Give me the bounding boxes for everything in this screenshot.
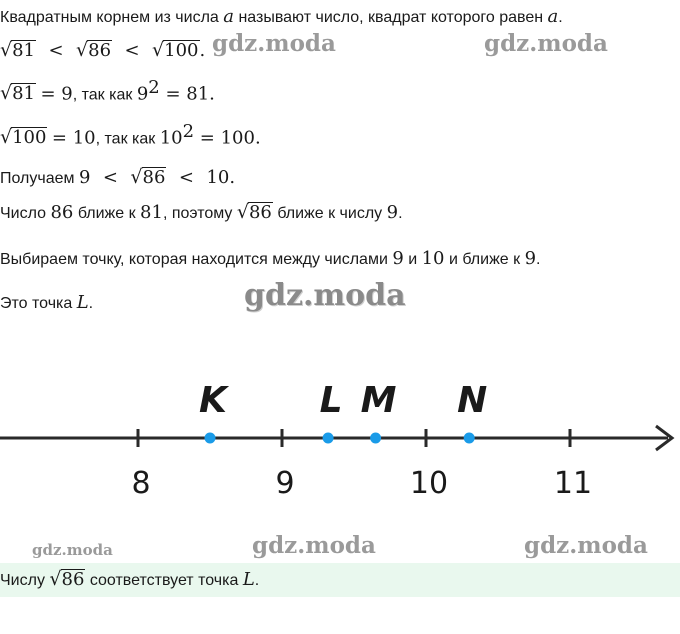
text: Числу — [0, 572, 50, 589]
text: Квадратным корнем из числа — [0, 9, 224, 26]
math: 86 — [50, 202, 74, 223]
point-k — [205, 433, 216, 444]
math: 10. — [206, 167, 236, 188]
text: называют число, квадрат которого равен — [234, 9, 548, 26]
watermark: gdz.moda — [212, 30, 336, 57]
sqrt-expression: √ 81 — [0, 82, 36, 105]
text: ближе к — [73, 205, 141, 222]
text: Выбираем точку, которая находится между числами — [0, 251, 393, 268]
text: Это точка — [0, 295, 77, 312]
point-label: N — [457, 380, 488, 421]
radicand: 81 — [12, 83, 36, 105]
number-line-diagram — [0, 370, 680, 510]
text: . — [536, 251, 541, 268]
math: = 81. — [159, 83, 215, 105]
sqrt-expression: √ 100 — [0, 126, 47, 149]
math: 9 — [386, 202, 399, 223]
sqrt81-line — [0, 77, 215, 106]
math: 9 — [524, 248, 537, 269]
text: . — [558, 9, 563, 26]
watermark: gdz.moda — [252, 532, 376, 559]
sqrt-expression: √ 86 — [76, 39, 112, 61]
math: = 9 — [40, 83, 73, 105]
operator: < — [48, 40, 64, 61]
operator: < — [178, 167, 194, 188]
radicand: 86 — [61, 569, 85, 590]
operator: < — [102, 167, 118, 188]
radicand: 86 — [142, 167, 166, 188]
text: Число — [0, 205, 51, 222]
point-label: K — [199, 380, 227, 421]
result-inequality-line — [0, 167, 235, 190]
tick-label: 10 — [409, 466, 449, 501]
text: , так как — [95, 130, 160, 148]
math: = 100. — [194, 127, 261, 149]
text: ближе к числу — [272, 205, 387, 222]
watermark: gdz.moda — [484, 30, 608, 57]
exponent: 2 — [148, 77, 160, 98]
sqrt-expression: √ 86 — [130, 166, 166, 188]
text: . — [398, 205, 403, 222]
inequality-line — [0, 40, 205, 63]
choose-point-line — [0, 248, 540, 271]
sqrt-expression: √ 86 — [49, 568, 85, 590]
radicand: 81 — [12, 40, 36, 61]
radicand: 86 — [88, 40, 112, 61]
radicand: 86 — [248, 202, 272, 223]
point-label: L — [319, 380, 343, 421]
math: 9 — [136, 83, 149, 105]
answer-box — [0, 563, 680, 597]
radicand: 100 — [12, 127, 47, 149]
text: , так как — [72, 86, 137, 104]
text: , поэтому — [162, 205, 237, 222]
watermark: gdz.moda — [32, 541, 113, 559]
text: и — [403, 251, 422, 268]
tick-label: 9 — [275, 466, 295, 501]
point-label: M — [360, 380, 397, 421]
math: 9 — [392, 248, 404, 269]
point-line — [0, 292, 93, 315]
sqrt-expression: √ 86 — [236, 201, 272, 223]
point-m — [370, 433, 381, 444]
closer-line — [0, 202, 403, 225]
text: Получаем — [0, 170, 79, 187]
math: 81 — [140, 202, 163, 223]
variable: L — [76, 292, 89, 313]
tick-label: 8 — [131, 466, 151, 501]
math: 10 — [159, 127, 183, 149]
variable: a — [547, 6, 559, 27]
math: 10 — [421, 248, 445, 269]
operator: < — [124, 40, 140, 61]
tick-label: 11 — [553, 466, 593, 501]
text: . — [88, 295, 94, 312]
answer-line — [0, 569, 259, 592]
text: соответствует точка — [85, 572, 243, 589]
math: = 10 — [51, 127, 96, 149]
watermark: gdz.moda — [244, 278, 406, 313]
variable: L — [242, 569, 255, 590]
point-n — [464, 433, 475, 444]
text: и ближе к — [444, 251, 525, 268]
sqrt-expression: √ 100 — [152, 39, 199, 61]
math: 9 — [78, 167, 91, 188]
exponent: 2 — [182, 121, 195, 142]
radicand: 100 — [164, 40, 199, 61]
watermark: gdz.moda — [524, 532, 648, 559]
sqrt100-line — [0, 121, 261, 150]
variable: a — [223, 6, 234, 27]
point-l — [323, 433, 334, 444]
text: . — [254, 572, 260, 589]
definition-line — [0, 6, 563, 29]
sqrt-expression: √ 81 — [0, 39, 36, 61]
text: . — [199, 40, 206, 61]
